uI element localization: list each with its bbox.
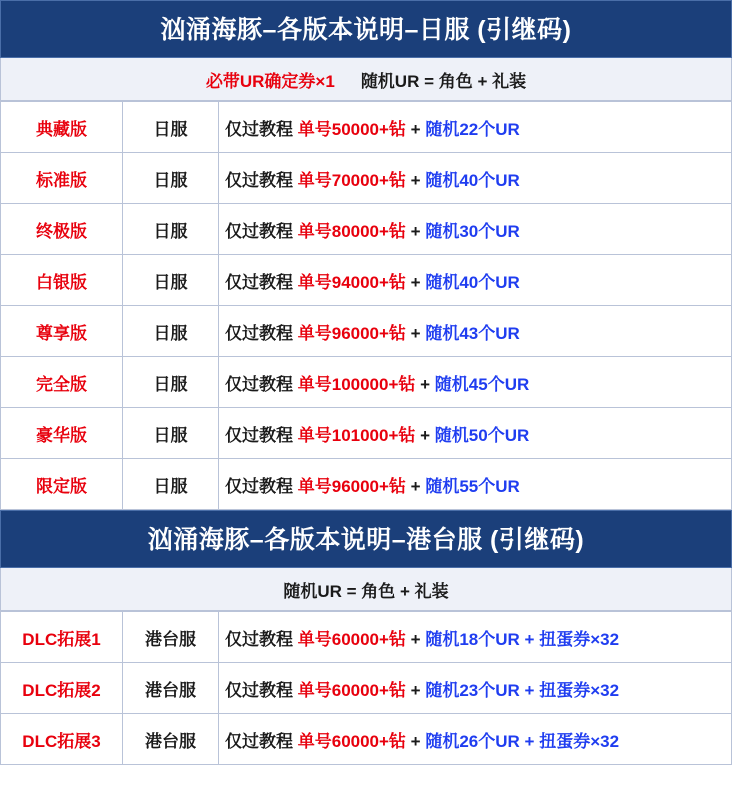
- cell-server: 日服: [123, 102, 219, 153]
- cell-tutorial: 仅过教程: [225, 119, 293, 139]
- cell-account: 单号70000+钻: [297, 170, 406, 190]
- cell-random: 随机43个UR: [425, 323, 520, 343]
- cell-tutorial: 仅过教程: [225, 170, 293, 190]
- cell-tutorial: 仅过教程: [225, 221, 293, 241]
- cell-version: DLC拓展2: [1, 663, 123, 714]
- table-jp: [0, 101, 732, 510]
- cell-account: 单号96000+钻: [297, 323, 406, 343]
- cell-server: 港台服: [123, 663, 219, 714]
- cell-version: 完全版: [1, 357, 123, 408]
- cell-description: [219, 306, 732, 357]
- cell-tutorial: 仅过教程: [225, 323, 293, 343]
- cell-description: [219, 102, 732, 153]
- cell-tutorial: 仅过教程: [225, 476, 293, 496]
- cell-extra: + 扭蛋券×32: [524, 629, 620, 649]
- cell-plus: +: [420, 425, 431, 445]
- table-row: [1, 459, 732, 510]
- cell-account: 单号60000+钻: [297, 629, 406, 649]
- table-row: [1, 204, 732, 255]
- table-row: [1, 357, 732, 408]
- cell-random: 随机23个UR: [425, 680, 520, 700]
- cell-account: 单号60000+钻: [297, 731, 406, 751]
- cell-server: 日服: [123, 255, 219, 306]
- cell-server: 日服: [123, 204, 219, 255]
- cell-version: DLC拓展3: [1, 714, 123, 765]
- cell-server: 日服: [123, 306, 219, 357]
- cell-plus: +: [420, 374, 431, 394]
- cell-tutorial: 仅过教程: [225, 425, 293, 445]
- cell-random: 随机40个UR: [425, 272, 520, 292]
- cell-version: 白银版: [1, 255, 123, 306]
- cell-account: 单号96000+钻: [297, 476, 406, 496]
- cell-server: 日服: [123, 153, 219, 204]
- cell-server: 日服: [123, 357, 219, 408]
- cell-plus: +: [410, 476, 421, 496]
- cell-account: 单号60000+钻: [297, 680, 406, 700]
- cell-version: DLC拓展1: [1, 612, 123, 663]
- table-row: [1, 255, 732, 306]
- cell-random: 随机18个UR: [425, 629, 520, 649]
- cell-plus: +: [410, 272, 421, 292]
- cell-description: [219, 255, 732, 306]
- cell-account: 单号50000+钻: [297, 119, 406, 139]
- table-row: [1, 663, 732, 714]
- cell-version: 尊享版: [1, 306, 123, 357]
- cell-plus: +: [410, 629, 421, 649]
- subheader-jp: [0, 58, 732, 101]
- cell-tutorial: 仅过教程: [225, 374, 293, 394]
- cell-description: [219, 153, 732, 204]
- table-row: [1, 306, 732, 357]
- cell-server: 日服: [123, 459, 219, 510]
- cell-description: [219, 663, 732, 714]
- subheader-tw-note: 随机UR = 角色 + 礼装: [283, 581, 449, 601]
- cell-tutorial: 仅过教程: [225, 731, 293, 751]
- cell-plus: +: [410, 680, 421, 700]
- cell-description: [219, 714, 732, 765]
- subheader-jp-guarantee: 必带UR确定券×1: [205, 71, 335, 91]
- cell-plus: +: [410, 221, 421, 241]
- cell-account: 单号100000+钻: [297, 374, 416, 394]
- cell-description: [219, 204, 732, 255]
- cell-version: 终极版: [1, 204, 123, 255]
- table-row: [1, 612, 732, 663]
- cell-description: [219, 357, 732, 408]
- cell-version: 限定版: [1, 459, 123, 510]
- cell-extra: + 扭蛋券×32: [524, 731, 620, 751]
- cell-random: 随机22个UR: [425, 119, 520, 139]
- cell-description: [219, 459, 732, 510]
- cell-plus: +: [410, 119, 421, 139]
- table-row: [1, 153, 732, 204]
- cell-plus: +: [410, 731, 421, 751]
- cell-tutorial: 仅过教程: [225, 680, 293, 700]
- cell-random: 随机30个UR: [425, 221, 520, 241]
- cell-tutorial: 仅过教程: [225, 629, 293, 649]
- cell-random: 随机26个UR: [425, 731, 520, 751]
- cell-account: 单号94000+钻: [297, 272, 406, 292]
- table-tw: [0, 611, 732, 765]
- cell-server: 日服: [123, 408, 219, 459]
- cell-version: 典藏版: [1, 102, 123, 153]
- cell-random: 随机50个UR: [434, 425, 530, 445]
- cell-server: 港台服: [123, 714, 219, 765]
- cell-plus: +: [410, 323, 421, 343]
- table-row: [1, 102, 732, 153]
- cell-account: 单号101000+钻: [297, 425, 416, 445]
- cell-description: [219, 408, 732, 459]
- cell-description: [219, 612, 732, 663]
- section-header-tw: 汹涌海豚–各版本说明–港台服 (引继码): [0, 510, 732, 568]
- table-row: [1, 714, 732, 765]
- cell-plus: +: [410, 170, 421, 190]
- cell-extra: + 扭蛋券×32: [524, 680, 620, 700]
- cell-server: 港台服: [123, 612, 219, 663]
- subheader-jp-note: 随机UR = 角色 + 礼装: [360, 71, 527, 91]
- table-row: [1, 408, 732, 459]
- cell-random: 随机45个UR: [434, 374, 530, 394]
- cell-tutorial: 仅过教程: [225, 272, 293, 292]
- subheader-tw: [0, 568, 732, 611]
- section-header-jp: 汹涌海豚–各版本说明–日服 (引继码): [0, 0, 732, 58]
- cell-account: 单号80000+钻: [297, 221, 406, 241]
- cell-random: 随机55个UR: [425, 476, 520, 496]
- cell-version: 豪华版: [1, 408, 123, 459]
- cell-version: 标准版: [1, 153, 123, 204]
- cell-random: 随机40个UR: [425, 170, 520, 190]
